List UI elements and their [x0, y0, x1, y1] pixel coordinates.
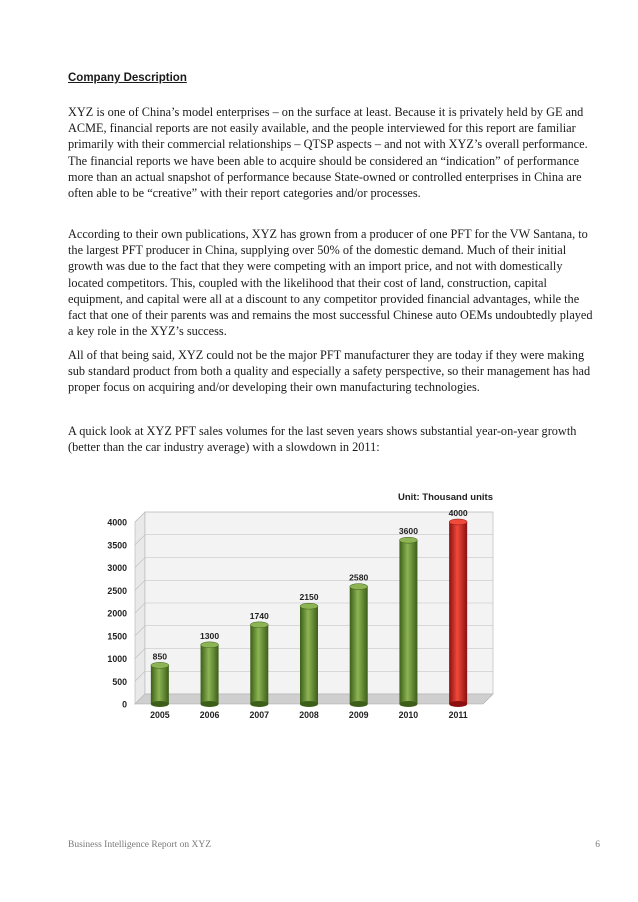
- data-label-2007: 1740: [249, 610, 269, 621]
- y-tick-label: 2000: [107, 608, 127, 619]
- bar-top: [250, 622, 268, 628]
- paragraph-company-intro: XYZ is one of China’s model enterprises – on the surface at least. Because it is privately held by GE and ACME, financial reports are not easily available, and the people interviewed for this report are familiar primarily with their commercial relationships – QTSP aspects – and not with XYZ’s overall performance. The financial reports we have been able to acquire should be considered an “indication” of performance more than an actual snapshot of performance because State-owned or controlled enterprises in China are often able to be “creative” with their report categories and/or processes.: [68, 105, 588, 201]
- bar-base: [201, 701, 219, 707]
- data-label-2011: 4000: [448, 508, 468, 518]
- page-footer: [68, 840, 600, 850]
- section-heading: Company Description: [68, 72, 187, 84]
- bar-top: [300, 603, 318, 609]
- data-label-2005: 850: [152, 651, 168, 662]
- footer-title: Business Intelligence Report on XYZ: [68, 840, 212, 850]
- bar-base: [399, 701, 417, 707]
- bar-2005: [151, 665, 169, 704]
- bar-top: [201, 642, 219, 648]
- bar-2007: [250, 625, 268, 704]
- x-tick-label-2006: 2006: [199, 710, 220, 720]
- data-label-2006: 1300: [200, 630, 220, 641]
- paragraph-manufacturing-focus: All of that being said, XYZ could not be the major PFT manufacturer they are today if they were making sub standard product from both a quality and especially a safety perspective, so their management has had proper focus on acquiring and/or developing their own manufacturing technologies.: [68, 348, 591, 395]
- y-tick-label: 1000: [107, 654, 127, 664]
- bar-base: [300, 701, 318, 707]
- page-number: 6: [595, 840, 600, 850]
- bar-base: [250, 701, 268, 707]
- data-label-2010: 3600: [398, 526, 418, 537]
- bar-2006: [201, 645, 219, 704]
- x-tick-label-2005: 2005: [150, 710, 170, 720]
- paragraph-growth-history: According to their own publications, XYZ has grown from a producer of one PFT for the VW Santana, to the largest PFT producer in China, supplying over 50% of the domestic demand. Much of their initial growth was due to the fact that they were competing with an import price, and not with domestically located competitors. This, coupled with the likelihood that their cost of land, construction, capital equipment, and capital were all at a discount to any competitor provided financial advantages, while the fact that one of their parents was and remains the most successful Chinese auto OEMs undoubtedly played a key role in the XYZ’s success.: [68, 227, 593, 339]
- x-tick-label-2011: 2011: [448, 710, 468, 720]
- y-tick-label: 0: [122, 699, 127, 710]
- y-tick-label: 3500: [107, 540, 127, 551]
- x-tick-label-2009: 2009: [348, 710, 369, 720]
- y-tick-label: 2500: [107, 585, 127, 596]
- chart-title: Unit: Thousand units: [398, 492, 493, 503]
- y-tick-label: 4000: [107, 517, 127, 528]
- y-tick-label: 1500: [107, 631, 127, 642]
- bar-2008: [300, 606, 318, 704]
- bar-top: [399, 537, 417, 543]
- bar-top: [151, 662, 169, 668]
- bar-top: [449, 519, 467, 525]
- bar-base: [449, 701, 467, 707]
- x-tick-label-2007: 2007: [249, 710, 270, 720]
- y-tick-label: 500: [112, 676, 127, 687]
- bar-base: [151, 701, 169, 707]
- bar-top: [350, 584, 368, 590]
- data-label-2008: 2150: [299, 592, 319, 603]
- paragraph-sales-intro: A quick look at XYZ PFT sales volumes for the last seven years shows substantial year-on-year growth (better than the car industry average) with a slowdown in 2011:: [68, 424, 577, 455]
- y-tick-label: 3000: [107, 563, 127, 573]
- data-label-2009: 2580: [349, 572, 369, 583]
- x-tick-label-2010: 2010: [398, 710, 419, 720]
- x-tick-label-2008: 2008: [299, 710, 319, 720]
- bar-2009: [350, 587, 368, 704]
- bar-base: [350, 701, 368, 707]
- sales-volume-chart: [80, 484, 510, 724]
- bar-2010: [399, 540, 417, 704]
- bar-2011: [449, 522, 467, 704]
